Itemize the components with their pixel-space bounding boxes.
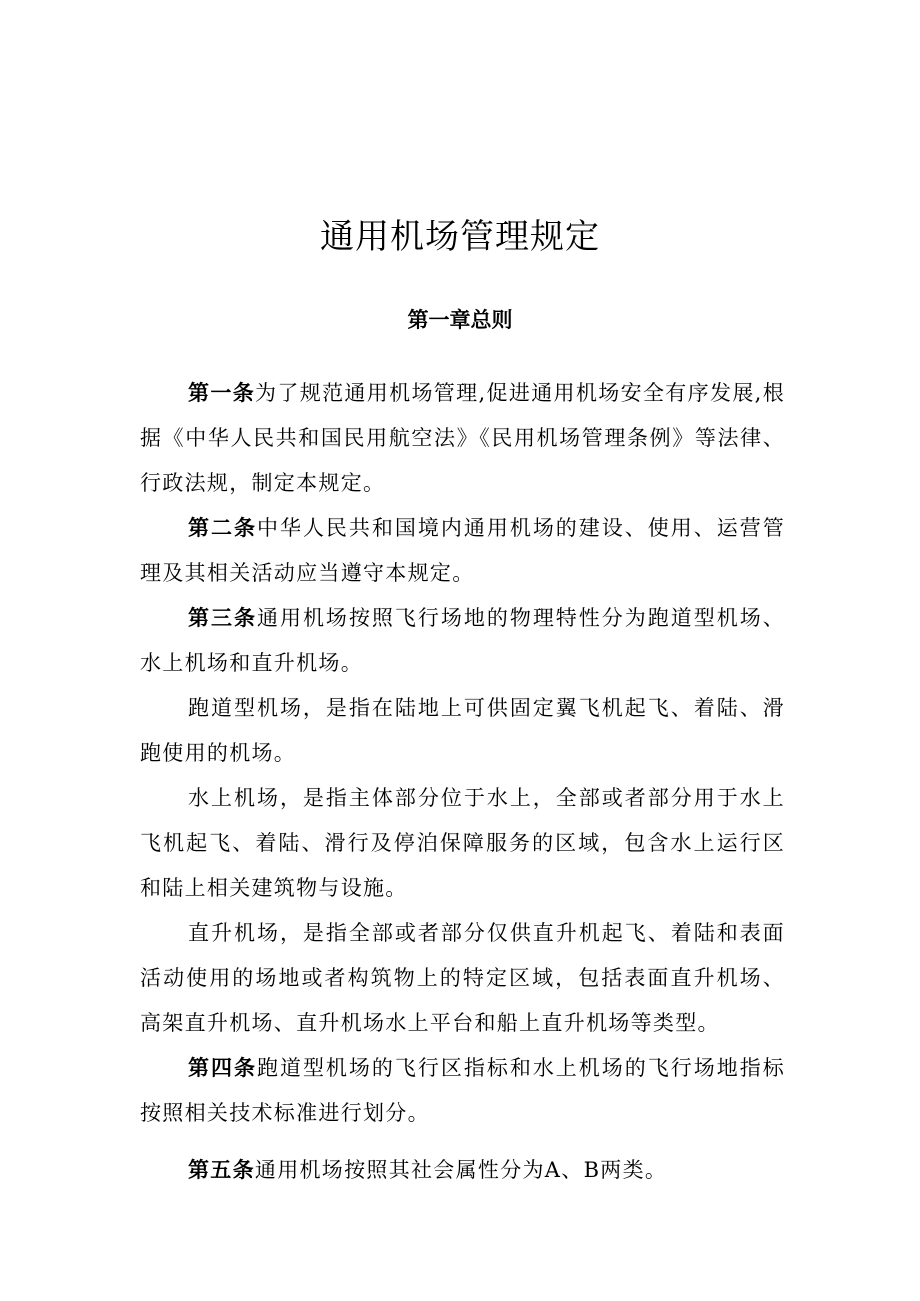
article-label: 第一条 [188, 381, 256, 405]
article-text: 通用机场按照飞行场地的物理特性分为跑道型机场、水上机场和直升机场。 [140, 606, 785, 675]
article-text: 通用机场按照其社会属性分为A、B两类。 [254, 1158, 668, 1182]
article-4 [140, 1046, 785, 1136]
article-label: 第二条 [188, 516, 257, 540]
article-3 [140, 596, 785, 686]
paragraph-water-airport [140, 776, 785, 911]
article-label: 第五条 [188, 1158, 255, 1182]
chapter-heading: 第一章总则 [407, 307, 513, 333]
paragraph-text: 水上机场，是指主体部分位于水上，全部或者部分用于水上飞机起飞、着陆、滑行及停泊保障服务的区域，包含水上运行区和陆上相关建筑物与设施。 [140, 786, 785, 900]
article-text: 中华人民共和国境内通用机场的建设、使用、运营管理及其相关活动应当遵守本规定。 [140, 516, 785, 585]
document-title: 通用机场管理规定 [320, 216, 600, 257]
article-label: 第四条 [188, 1056, 257, 1080]
paragraph-text: 跑道型机场，是指在陆地上可供固定翼飞机起飞、着陆、滑跑使用的机场。 [140, 696, 785, 765]
article-text: 跑道型机场的飞行区指标和水上机场的飞行场地指标按照相关技术标准进行划分。 [140, 1056, 785, 1125]
paragraph-runway-airport [140, 686, 785, 776]
article-5 [140, 1148, 785, 1193]
article-text: 为了规范通用机场管理,促进通用机场安全有序发展,根据《中华人民共和国民用航空法》《民用机场管理条例》等法律、行政法规，制定本规定。 [140, 381, 785, 495]
paragraph-text: 直升机场，是指全部或者部分仅供直升机起飞、着陆和表面活动使用的场地或者构筑物上的特定区域，包括表面直升机场、高架直升机场、直升机场水上平台和船上直升机场等类型。 [140, 921, 785, 1035]
article-1 [140, 371, 785, 506]
article-2 [140, 506, 785, 596]
paragraph-heliport [140, 911, 785, 1046]
article-label: 第三条 [188, 606, 257, 630]
